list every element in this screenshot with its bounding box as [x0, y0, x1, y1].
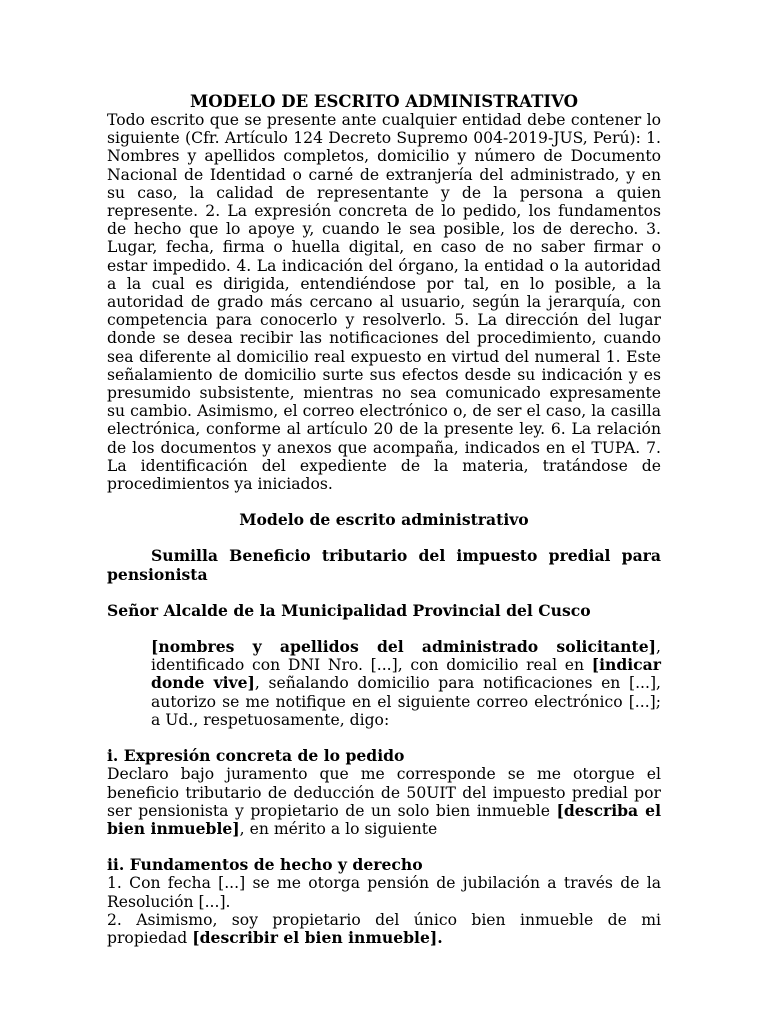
property-placeholder: [describa el bien inmueble] — [107, 800, 661, 838]
section-2-item-1: 1. Con fecha [...] se me otorga pensión de jubilación a través de la Resolución [...]. — [107, 874, 661, 911]
identification-text-2: , señalando domicilio para notificaciones en [...], autorizo se me notifique en el siguiente correo electrónico [...]; a Ud., respetuosamente, digo: — [151, 674, 661, 729]
section-2-item-2-text: 2. Asimismo, soy propietario del único bien inmueble de mi propiedad — [107, 910, 661, 947]
document-page — [107, 92, 661, 947]
identification-paragraph — [151, 638, 661, 729]
section-1-heading: i. Expresión concreta de lo pedido — [107, 746, 405, 766]
section-2-item-2 — [107, 911, 661, 947]
model-title: Modelo de escrito administrativo — [239, 510, 529, 530]
section-1-paragraph — [107, 765, 661, 838]
section-1-text-1: Declaro bajo juramento que me corresponde se me otorgue el beneficio tributario de deducción de 50UIT del impuesto predial por ser pensionista y propietario de un solo bien inmueble — [107, 765, 661, 820]
identification-text-1: , identificado con DNI Nro. [...], con domicilio real en — [151, 638, 661, 675]
document-title: MODELO DE ESCRITO ADMINISTRATIVO — [190, 92, 578, 111]
property-placeholder-2: [describir el bien inmueble]. — [192, 927, 443, 947]
addressee: Señor Alcalde de la Municipalidad Provincial del Cusco — [107, 600, 591, 620]
name-placeholder: [nombres y apellidos del administrado solicitante] — [151, 637, 657, 657]
address-placeholder: [indicar donde vive] — [151, 655, 661, 693]
sumilla: Sumilla Beneficio tributario del impuesto predial para pensionista — [107, 546, 661, 584]
section-1-text-2: , en mérito a lo siguiente — [239, 819, 438, 838]
section-2-heading: ii. Fundamentos de hecho y derecho — [107, 855, 423, 875]
intro-paragraph: Todo escrito que se presente ante cualquier entidad debe contener lo siguiente (Cfr. Artículo 124 Decreto Supremo 004-2019-JUS, Perú): 1. Nombres y apellidos completos, domicilio y número de Documento Nacional de Identidad o carné de extranjería del administrado, y en su caso, la calidad de representante y de la persona a quien represente. 2. La expresión concreta de lo pedido, los fundamentos de hecho que lo apoye y, cuando le sea posible, los de derecho. 3. Lugar, fecha, firma o huella digital, en caso de no saber firmar o estar impedido. 4. La indicación del órgano, la entidad o la autoridad a la cual es dirigida, entendiéndose por tal, en lo posible, a la autoridad de grado más cercano al usuario, según la jerarquía, con competencia para conocerlo y resolverlo. 5. La dirección del lugar donde se desea recibir las notificaciones del procedimiento, cuando sea diferente al domicilio real expuesto en virtud del numeral 1. Este señalamiento de domicilio surte sus efectos desde su indicación y es presumido subsistente, mientras no sea comunicado expresamente su cambio. Asimismo, el correo electrónico o, de ser el caso, la casilla electrónica, conforme al artículo 20 de la presente ley. 6. La relación de los documentos y anexos que acompaña, indicados en el TUPA. 7. La identificación del expediente de la materia, tratándose de procedimientos ya iniciados. — [107, 111, 661, 494]
